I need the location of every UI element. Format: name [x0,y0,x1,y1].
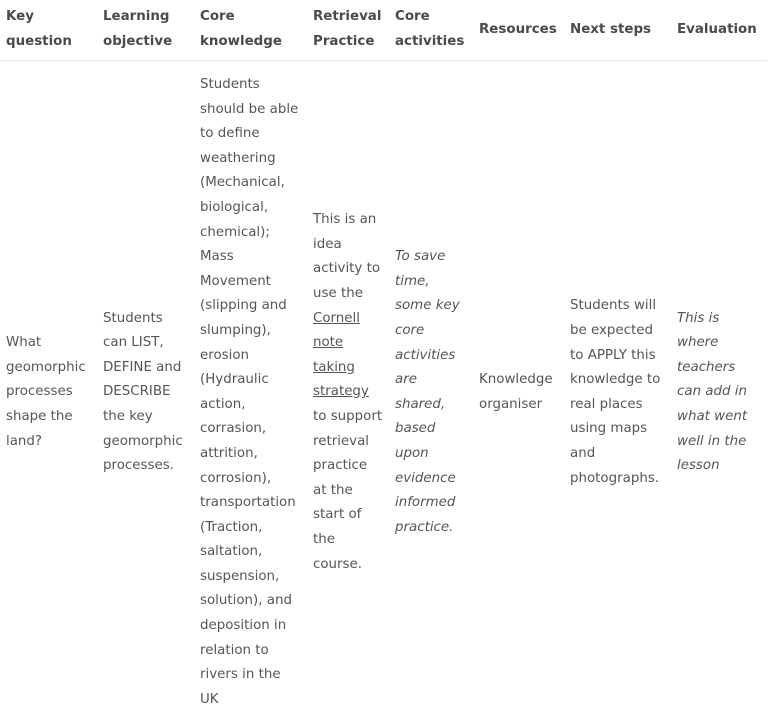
cell-evaluation: This is where teachers can add in what went well in the lesson [677,310,748,474]
header-retrieval-practice: Retrieval Practice [307,0,389,61]
retrieval-text-after: to support retrieval practice at the start of the course. [313,409,383,572]
header-core-knowledge: Core knowledge [194,0,307,61]
header-learning-objective: Learning objective [97,0,194,61]
cell-key-question: What geomorphic processes shape the land? [6,335,86,449]
cell-learning-objective: Students can LIST, DEFINE and DESCRIBE the key geomorphic processes. [103,310,183,474]
retrieval-text-before: This is an idea activity to use the [313,212,381,302]
cell-core-knowledge: Students should be able to define weathering (Mechanical, biological, chemical); Mass Movement (slipping and slumping), erosion (Hydraulic action, corrasion, attrition, corrosion), transportation (Traction, saltation, suspension, solution), and deposition in relation to rivers in the UK [200,77,299,707]
header-resources: Resources [473,0,564,61]
header-core-activities: Core activities [389,0,473,61]
cell-next-steps: Students will be expected to APPLY this knowledge to real places using maps and photographs. [570,298,661,486]
cell-resources: Knowledge organiser [479,372,553,412]
header-next-steps: Next steps [564,0,671,61]
cell-retrieval-practice [307,61,389,717]
cornell-note-link[interactable]: Cornell note taking strategy [313,310,369,400]
header-evaluation: Evaluation [671,0,767,61]
table-row [0,61,767,717]
header-key-question: Key question [0,0,97,61]
table-header-row [0,0,767,61]
cell-core-activities: To save time, some key core activities are shared, based upon evidence informed practice. [395,249,460,535]
